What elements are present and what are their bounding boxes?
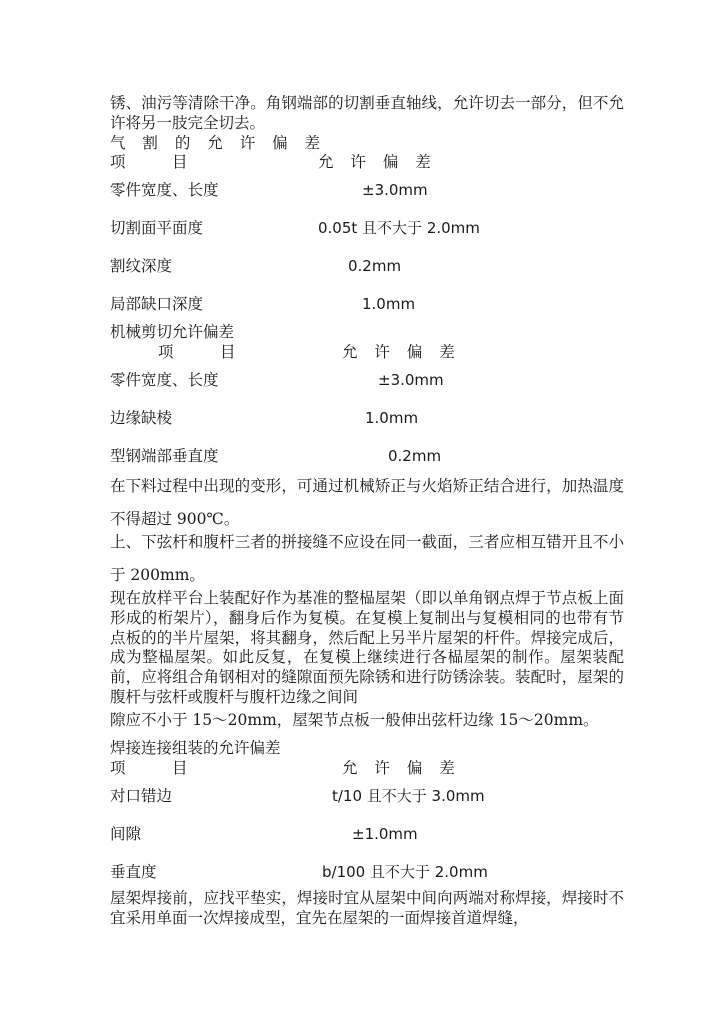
table3-row-item: 间隙 [110,825,142,843]
table2-row-item: 型钢端部垂直度 [110,447,219,465]
table2-row-tol: ±3.0mm [378,371,444,389]
table2-row-item: 边缘缺棱 [110,409,173,427]
table3-title: 焊接连接组装的允许偏差 [110,739,281,757]
table3-col-tol: 允 许 偏 差 [342,759,461,777]
table1-row-item: 零件宽度、长度 [110,181,219,199]
assembly-paragraph-tail: 隙应不小于 15～20mm，屋架节点板一般伸出弦杆边缘 15～20mm。 [110,711,599,729]
table3-row-tol: ±1.0mm [352,825,418,843]
table2-col-item: 项 目 [158,343,236,361]
table1-row-item: 割纹深度 [110,257,173,275]
table2-row-tol: 0.2mm [388,447,442,465]
table3-row-item: 对口错边 [110,787,173,805]
table3-row-tol: t/10 且不大于 3.0mm [332,787,485,805]
table1-row-tol: ±3.0mm [362,181,428,199]
table1-row-tol: 0.2mm [348,257,402,275]
table1-row-tol: 1.0mm [362,295,416,313]
splice-paragraph: 上、下弦杆和腹杆三者的拼接缝不应设在同一截面，三者应相互错开且不小于 200mm。 [110,533,624,584]
table2-row-item: 零件宽度、长度 [110,371,219,389]
table3-col-item: 项 目 [110,759,188,777]
table1-row-item: 局部缺口深度 [110,295,204,313]
table2-col-tol: 允 许 偏 差 [342,343,461,361]
table3-row-item: 垂直度 [110,863,157,881]
assembly-paragraph: 现在放样平台上装配好作为基准的整榀屋架（即以单角钢点焊于节点板上面形成的桁架片），翻身后作为复模。在复模上复制出与复模相同的也带有节点板的的半片屋架，将其翻身，然后配上另半片屋架的杆件。焊接完成后，成为整榀屋架。如此反复，在复模上继续进行各榀屋架的制作。屋架装配前，应将组合角钢相对的缝隙面预先除锈和进行防锈涂装。装配时，屋架的腹杆与弦杆或腹杆与腹杆边缘之间间 [110,589,624,706]
table1-col-item: 项 目 [110,153,188,171]
intro-paragraph: 锈、油污等清除干净。角钢端部的切割垂直轴线，允许切去一部分，但不允许将另一肢完全切去。 [110,94,624,132]
table3-row-tol: b/100 且不大于 2.0mm [322,863,488,881]
table2-row-tol: 1.0mm [365,409,419,427]
table1-title: 气 割 的 允 许 偏 差 [110,134,327,152]
table1-row-tol: 0.05t 且不大于 2.0mm [318,219,480,237]
deformation-paragraph: 在下料过程中出现的变形，可通过机械矫正与火焰矫正结合进行，加热温度不得超过 900℃。 [110,477,624,528]
welding-paragraph: 屋架焊接前，应找平垫实，焊接时宜从屋架中间向两端对称焊接，焊接时不宜采用单面一次焊接成型，宜先在屋架的一面焊接首道焊缝， [110,889,624,927]
table1-col-tol: 允 许 偏 差 [318,153,437,171]
table1-row-item: 切割面平面度 [110,219,204,237]
table2-title: 机械剪切允许偏差 [110,323,235,341]
